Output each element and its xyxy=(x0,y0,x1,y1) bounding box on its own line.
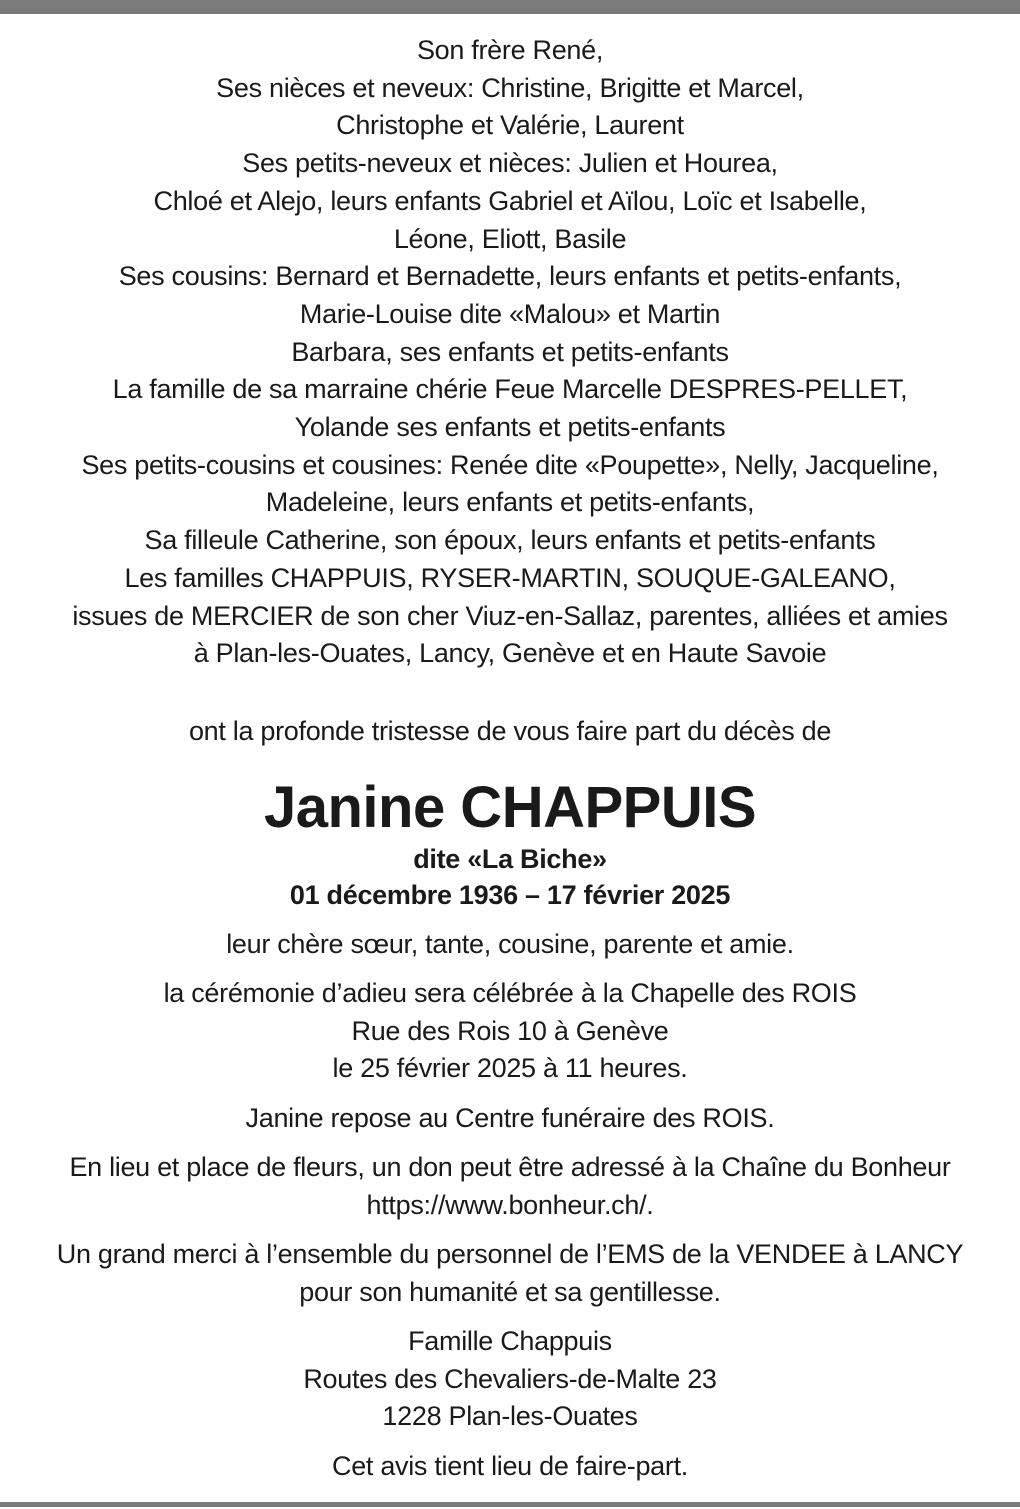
deceased-name: Janine CHAPPUIS xyxy=(263,774,757,840)
death-notice xyxy=(0,32,1020,1485)
deceased-nickname: dite «La Biche» xyxy=(413,843,607,874)
family-line: Ses cousins: Bernard et Bernadette, leurs enfants et petits-enfants, xyxy=(118,261,902,292)
rest-block xyxy=(0,1100,1020,1138)
ceremony-line: le 25 février 2025 à 11 heures. xyxy=(332,1053,688,1084)
family-line: Sa filleule Catherine, son époux, leurs enfants et petits-enfants xyxy=(144,525,876,556)
contact-line: 1228 Plan-les-Ouates xyxy=(382,1401,638,1432)
family-line: Les familles CHAPPUIS, RYSER-MARTIN, SOUQUE-GALEANO, xyxy=(124,562,896,593)
family-line: issues de MERCIER de son cher Viuz-en-Sallaz, parentes, alliées et amies xyxy=(72,600,948,631)
donation-block xyxy=(0,1149,1020,1224)
family-line: Ses nièces et neveux: Christine, Brigitte et Marcel, xyxy=(216,72,804,103)
family-line: Yolande ses enfants et petits-enfants xyxy=(294,412,726,443)
contact-line: Famille Chappuis xyxy=(408,1326,612,1357)
donation-link[interactable]: https://www.bonheur.ch/. xyxy=(366,1189,654,1220)
closing-block xyxy=(0,1448,1020,1486)
family-line: Léone, Eliott, Basile xyxy=(393,223,627,254)
thanks-line: pour son humanité et sa gentillesse. xyxy=(299,1276,721,1307)
ceremony-block xyxy=(0,975,1020,1088)
thanks-block xyxy=(0,1236,1020,1311)
ceremony-line: la cérémonie d’adieu sera célébrée à la Chapelle des ROIS xyxy=(163,978,857,1009)
family-line: Christophe et Valérie, Laurent xyxy=(336,110,684,141)
top-divider xyxy=(0,0,1020,14)
family-line: Ses petits-cousins et cousines: Renée dite «Poupette», Nelly, Jacqueline, xyxy=(81,449,939,480)
closing-text: Cet avis tient lieu de faire-part. xyxy=(332,1450,688,1481)
family-line: Chloé et Alejo, leurs enfants Gabriel et Aïlou, Loïc et Isabelle, xyxy=(153,185,867,216)
family-line: Barbara, ses enfants et petits-enfants xyxy=(291,336,729,367)
family-list xyxy=(0,32,1020,673)
family-line: Marie-Louise dite «Malou» et Martin xyxy=(299,298,721,329)
contact-block xyxy=(0,1323,1020,1436)
announcement: ont la profonde tristesse de vous faire part du décès de xyxy=(188,715,832,746)
family-line: à Plan-les-Ouates, Lancy, Genève et en Haute Savoie xyxy=(193,638,827,669)
family-line: La famille de sa marraine chérie Feue Marcelle DESPRES-PELLET, xyxy=(112,374,908,405)
bottom-divider xyxy=(0,1502,1020,1507)
family-line: Madeleine, leurs enfants et petits-enfants, xyxy=(265,487,755,518)
rest-text: Janine repose au Centre funéraire des ROIS. xyxy=(245,1102,775,1133)
family-line: Son frère René, xyxy=(416,35,604,65)
ceremony-line: Rue des Rois 10 à Genève xyxy=(351,1015,669,1046)
donation-line: En lieu et place de fleurs, un don peut être adressé à la Chaîne du Bonheur xyxy=(69,1152,951,1183)
relationship-block xyxy=(0,926,1020,964)
thanks-line: Un grand merci à l’ensemble du personnel de l’EMS de la VENDEE à LANCY xyxy=(56,1239,964,1270)
relationship-text: leur chère sœur, tante, cousine, parente et amie. xyxy=(226,928,794,959)
contact-line: Routes des Chevaliers-de-Malte 23 xyxy=(303,1363,717,1394)
life-dates: 01 décembre 1936 – 17 février 2025 xyxy=(289,879,731,910)
family-line: Ses petits-neveux et nièces: Julien et Hourea, xyxy=(242,148,778,179)
